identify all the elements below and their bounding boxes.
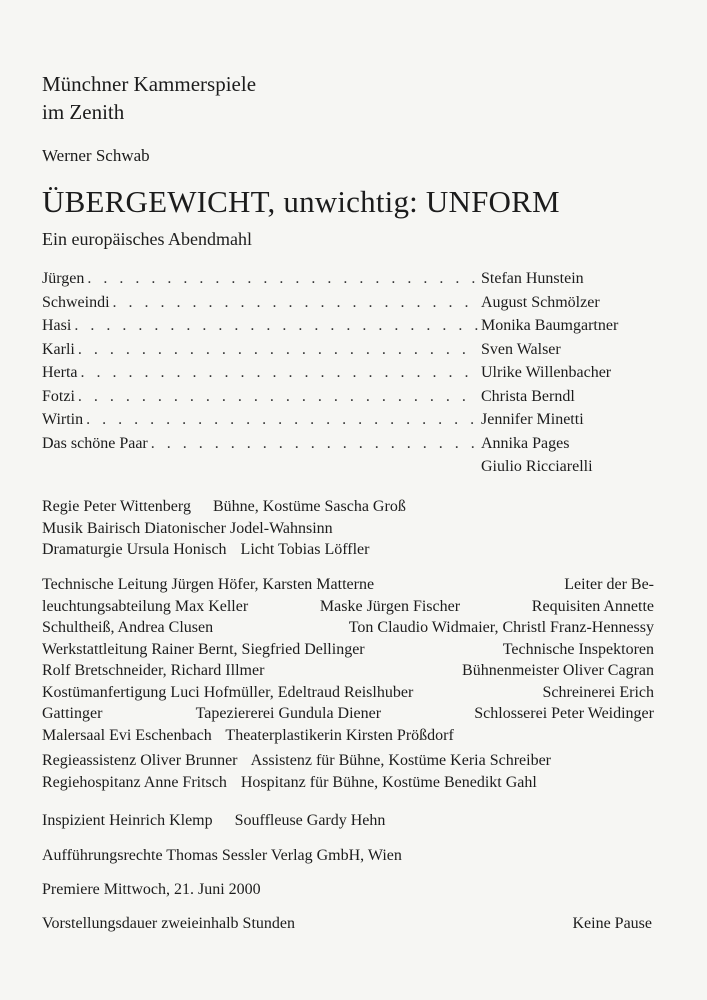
cast-row	[42, 411, 682, 435]
author-name: Werner Schwab	[42, 146, 150, 165]
cast-row	[42, 364, 682, 388]
cast-role: Jürgen	[42, 270, 85, 287]
assistance-team	[42, 750, 654, 793]
play-title: ÜBERGEWICHT, unwichtig: UNFORM	[42, 184, 560, 219]
credit-buehne: Bühne, Kostüme Sascha Groß	[212, 498, 406, 515]
credit-musik: Musik Bairisch Diatonischer Jodel-Wahnsinn	[42, 519, 333, 537]
venue-line-1: Münchner Kammerspiele	[42, 72, 257, 96]
duration-row	[42, 915, 652, 933]
leader-dots	[113, 294, 478, 312]
credit-regiehospitanz: Regiehospitanz Anne Fritsch	[42, 773, 227, 791]
cast-actor: Annika Pages	[481, 434, 570, 452]
technical-line: Gattinger Tapeziererei Gundula Diener Schlosserei Peter Weidinger	[42, 705, 654, 722]
play-subtitle: Ein europäisches Abendmahl	[42, 229, 252, 249]
premiere-line: Premiere Mittwoch, 21. Juni 2000	[42, 881, 261, 898]
technical-team	[42, 574, 654, 746]
leader-dots	[87, 270, 478, 288]
cast-actor: Jennifer Minetti	[481, 411, 584, 428]
cast-actor: Christa Berndl	[481, 387, 575, 405]
technical-line: Schultheiß, Andrea Clusen Ton Claudio Widmaier, Christl Franz-Hennessy	[42, 619, 654, 636]
technical-line: Technische Leitung Jürgen Höfer, Karsten Matterne Leiter der Be-	[42, 576, 654, 593]
cast-list	[42, 270, 682, 482]
credit-hospitanz-buehne: Hospitanz für Bühne, Kostüme Benedikt Gahl	[240, 773, 537, 791]
technical-line: Werkstattleitung Rainer Bernt, Siegfried Dellinger Technische Inspektoren	[42, 640, 654, 658]
credit-inspizient: Inspizient Heinrich Klemp	[42, 812, 213, 829]
cast-actor: August Schmölzer	[481, 293, 600, 311]
cast-row-continued	[42, 458, 682, 482]
credit-dramaturgie: Dramaturgie Ursula Honisch	[42, 541, 227, 558]
credit-souffleuse: Souffleuse Gardy Hehn	[234, 812, 386, 829]
leader-dots	[81, 364, 478, 382]
duration-text: Vorstellungsdauer zweieinhalb Stunden	[42, 915, 295, 932]
cast-row	[42, 341, 682, 365]
technical-line: Malersaal Evi Eschenbach Theaterplastikerin Kirsten Prößdorf	[42, 726, 454, 744]
credit-licht: Licht Tobias Löffler	[240, 541, 370, 558]
cast-role: Wirtin	[42, 411, 84, 428]
creative-team	[42, 496, 654, 561]
credit-assistenz-buehne: Assistenz für Bühne, Kostüme Keria Schreiber	[250, 752, 551, 769]
cast-role: Hasi	[42, 317, 72, 334]
leader-dots	[74, 317, 478, 335]
technical-line: Rolf Bretschneider, Richard Illmer Bühnenmeister Oliver Cagran	[42, 662, 654, 679]
cast-actor: Ulrike Willenbacher	[481, 364, 612, 381]
rights-line: Aufführungsrechte Thomas Sessler Verlag GmbH, Wien	[42, 847, 402, 864]
credit-regieassistenz: Regieassistenz Oliver Brunner	[42, 752, 238, 769]
cast-actor: Sven Walser	[481, 340, 561, 358]
inspizient-line	[42, 812, 385, 830]
cast-role: Schweindi	[42, 293, 110, 311]
cast-role: Karli	[42, 340, 75, 358]
cast-row	[42, 317, 682, 341]
cast-actor: Stefan Hunstein	[481, 270, 584, 287]
cast-row	[42, 388, 682, 412]
credit-regie: Regie Peter Wittenberg	[42, 498, 191, 515]
technical-line: Kostümanfertigung Luci Hofmüller, Edeltraud Reislhuber Schreinerei Erich	[42, 683, 654, 701]
cast-role: Herta	[42, 364, 78, 381]
venue-heading	[42, 70, 256, 126]
cast-row	[42, 294, 682, 318]
leader-dots	[151, 435, 478, 453]
leader-dots	[78, 341, 478, 359]
cast-role: Das schöne Paar	[42, 434, 148, 452]
pause-text: Keine Pause	[572, 915, 652, 932]
cast-row	[42, 270, 682, 294]
leader-dots	[86, 411, 478, 429]
venue-line-2: im Zenith	[42, 100, 125, 124]
leader-dots	[78, 388, 478, 406]
technical-line: leuchtungsabteilung Max Keller Maske Jürgen Fischer Requisiten Annette	[42, 597, 654, 615]
cast-actor: Monika Baumgartner	[481, 317, 619, 334]
cast-role: Fotzi	[42, 387, 75, 405]
cast-row	[42, 435, 682, 459]
cast-actor: Giulio Ricciarelli	[481, 458, 593, 475]
